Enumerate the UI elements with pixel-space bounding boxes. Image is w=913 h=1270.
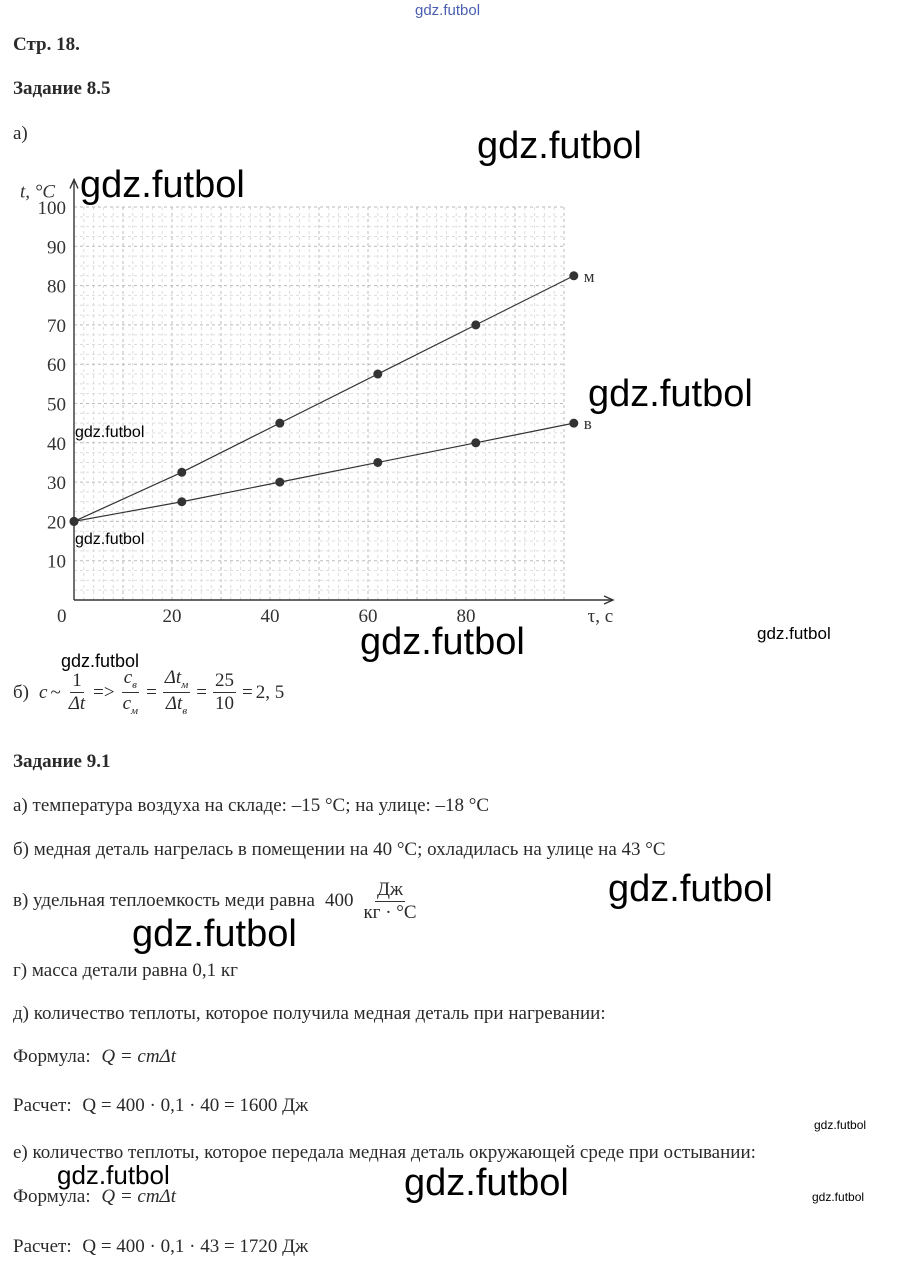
watermark-8: gdz.futbol — [61, 651, 140, 671]
task-8-5-title: Задание 8.5 — [13, 78, 111, 99]
watermark-12: gdz.futbol — [57, 1160, 170, 1190]
calc-2-expr: Q = 400 · 0,1 · 43 = 1720 Дж — [82, 1236, 309, 1257]
line-v-prefix: в) удельная теплоемкость меди равна — [13, 890, 315, 912]
y-tick-label: 80 — [47, 276, 66, 298]
unit-den: кг · °С — [363, 901, 417, 923]
equals-2: = — [196, 681, 207, 703]
sub-dt-m: м — [181, 678, 189, 691]
part-a-label: а) — [13, 123, 28, 144]
y-tick-label: 10 — [47, 551, 66, 573]
data-point — [275, 478, 284, 487]
frac-num-dtm — [163, 668, 190, 693]
data-point — [177, 497, 186, 506]
ratio-result: 2, 5 — [255, 681, 285, 703]
sub-dt-v: в — [182, 705, 188, 718]
calc-1-expr: Q = 400 · 0,1 · 40 = 1600 Дж — [82, 1095, 309, 1116]
calc-2-label: Расчет: — [13, 1236, 72, 1257]
line-b: б) медная деталь нагрелась в помещении на 40 °С; охладилась на улице на 43 °С — [13, 839, 666, 860]
c-v: c — [123, 667, 133, 688]
frac-den-dtv — [164, 693, 189, 717]
frac-dtm-over-dtv — [163, 668, 190, 718]
watermark-5: gdz.futbol — [75, 531, 145, 548]
watermark-14: gdz.futbol — [812, 1190, 865, 1204]
frac-num-25: 25 — [214, 670, 234, 692]
part-b-formula — [13, 668, 284, 718]
y-tick-label: 100 — [37, 198, 66, 219]
frac-den: Δt — [68, 693, 86, 715]
y-axis-label: t, °C — [20, 181, 56, 203]
data-point — [275, 419, 284, 428]
unit-num: Дж — [376, 879, 404, 900]
tilde-symbol: ~ — [50, 681, 61, 703]
calc-2 — [13, 1236, 308, 1258]
data-point — [177, 468, 186, 477]
x-tick-label: 20 — [162, 606, 182, 627]
page-label: Стр. 18. — [13, 34, 80, 55]
dt-m: Δt — [164, 667, 182, 688]
series-label: м — [583, 266, 595, 286]
watermark-3: gdz.futbol — [588, 373, 753, 415]
sub-v: в — [132, 678, 137, 691]
x-axis-label: τ, с — [587, 606, 614, 627]
watermark-10: gdz.futbol — [132, 913, 297, 955]
watermark-2: gdz.futbol — [80, 164, 245, 206]
watermark-1: gdz.futbol — [477, 125, 642, 167]
watermark-13: gdz.futbol — [404, 1162, 569, 1204]
watermark-9: gdz.futbol — [608, 868, 773, 910]
formula-1-expr: Q = cmΔt — [101, 1046, 176, 1067]
data-point — [373, 370, 382, 379]
heat-capacity-unit — [361, 880, 418, 923]
formula-1 — [13, 1046, 176, 1068]
frac-den-10: 10 — [214, 693, 234, 715]
y-tick-label: 90 — [47, 237, 66, 259]
x-tick-label: 80 — [456, 606, 476, 627]
frac-num: 1 — [72, 670, 82, 692]
watermark-6: gdz.futbol — [360, 621, 525, 663]
line-v-value: 400 — [324, 890, 354, 912]
series-label: в — [583, 414, 592, 434]
task-9-1-title: Задание 9.1 — [13, 751, 111, 772]
implies-arrow: => — [93, 681, 115, 703]
y-tick-label: 70 — [47, 315, 66, 337]
line-e: е) количество теплоты, которое передала медная деталь окружающей среде при остывании: — [13, 1142, 756, 1163]
sub-m: м — [131, 705, 139, 718]
watermark-top[interactable]: gdz.futbol — [415, 2, 481, 19]
frac-cv-over-cm — [121, 668, 140, 718]
line-d: д) количество теплоты, которое получила медная деталь при нагревании: — [13, 1003, 606, 1024]
y-tick-label: 40 — [47, 433, 66, 455]
data-point — [70, 517, 79, 526]
y-tick-label: 30 — [47, 473, 66, 495]
equals-3: = — [241, 681, 253, 703]
frac-1-over-dt — [67, 671, 87, 714]
origin-label: 0 — [57, 606, 67, 627]
y-tick-label: 20 — [47, 512, 66, 534]
data-point — [569, 271, 578, 280]
data-point — [373, 458, 382, 467]
part-b-label: б) — [13, 681, 29, 703]
y-tick-label: 50 — [47, 394, 66, 416]
line-g: г) масса детали равна 0,1 кг — [13, 960, 238, 981]
watermark-4: gdz.futbol — [75, 424, 145, 441]
temperature-time-chart — [0, 160, 640, 640]
calc-1 — [13, 1095, 308, 1117]
frac-25-over-10 — [213, 671, 236, 714]
data-point — [471, 320, 480, 329]
calc-1-label: Расчет: — [13, 1095, 72, 1116]
c-symbol: c — [39, 681, 48, 703]
formula-2-expr: Q = cmΔt — [101, 1186, 176, 1207]
line-a: а) температура воздуха на складе: –15 °С; на улице: –18 °С — [13, 795, 490, 816]
c-m: c — [122, 693, 132, 715]
x-tick-label: 60 — [358, 606, 378, 627]
formula-2-label: Формула: — [13, 1186, 91, 1207]
data-point — [569, 419, 578, 428]
frac-den-cm — [121, 693, 140, 717]
equals-1: = — [146, 681, 157, 703]
watermark-11: gdz.futbol — [814, 1118, 867, 1132]
data-point — [471, 438, 480, 447]
series-line-м — [74, 276, 574, 522]
formula-1-label: Формула: — [13, 1046, 91, 1067]
y-tick-label: 60 — [47, 355, 66, 377]
dt-v: Δt — [165, 693, 183, 715]
x-tick-label: 40 — [260, 606, 280, 627]
watermark-7: gdz.futbol — [757, 624, 831, 643]
